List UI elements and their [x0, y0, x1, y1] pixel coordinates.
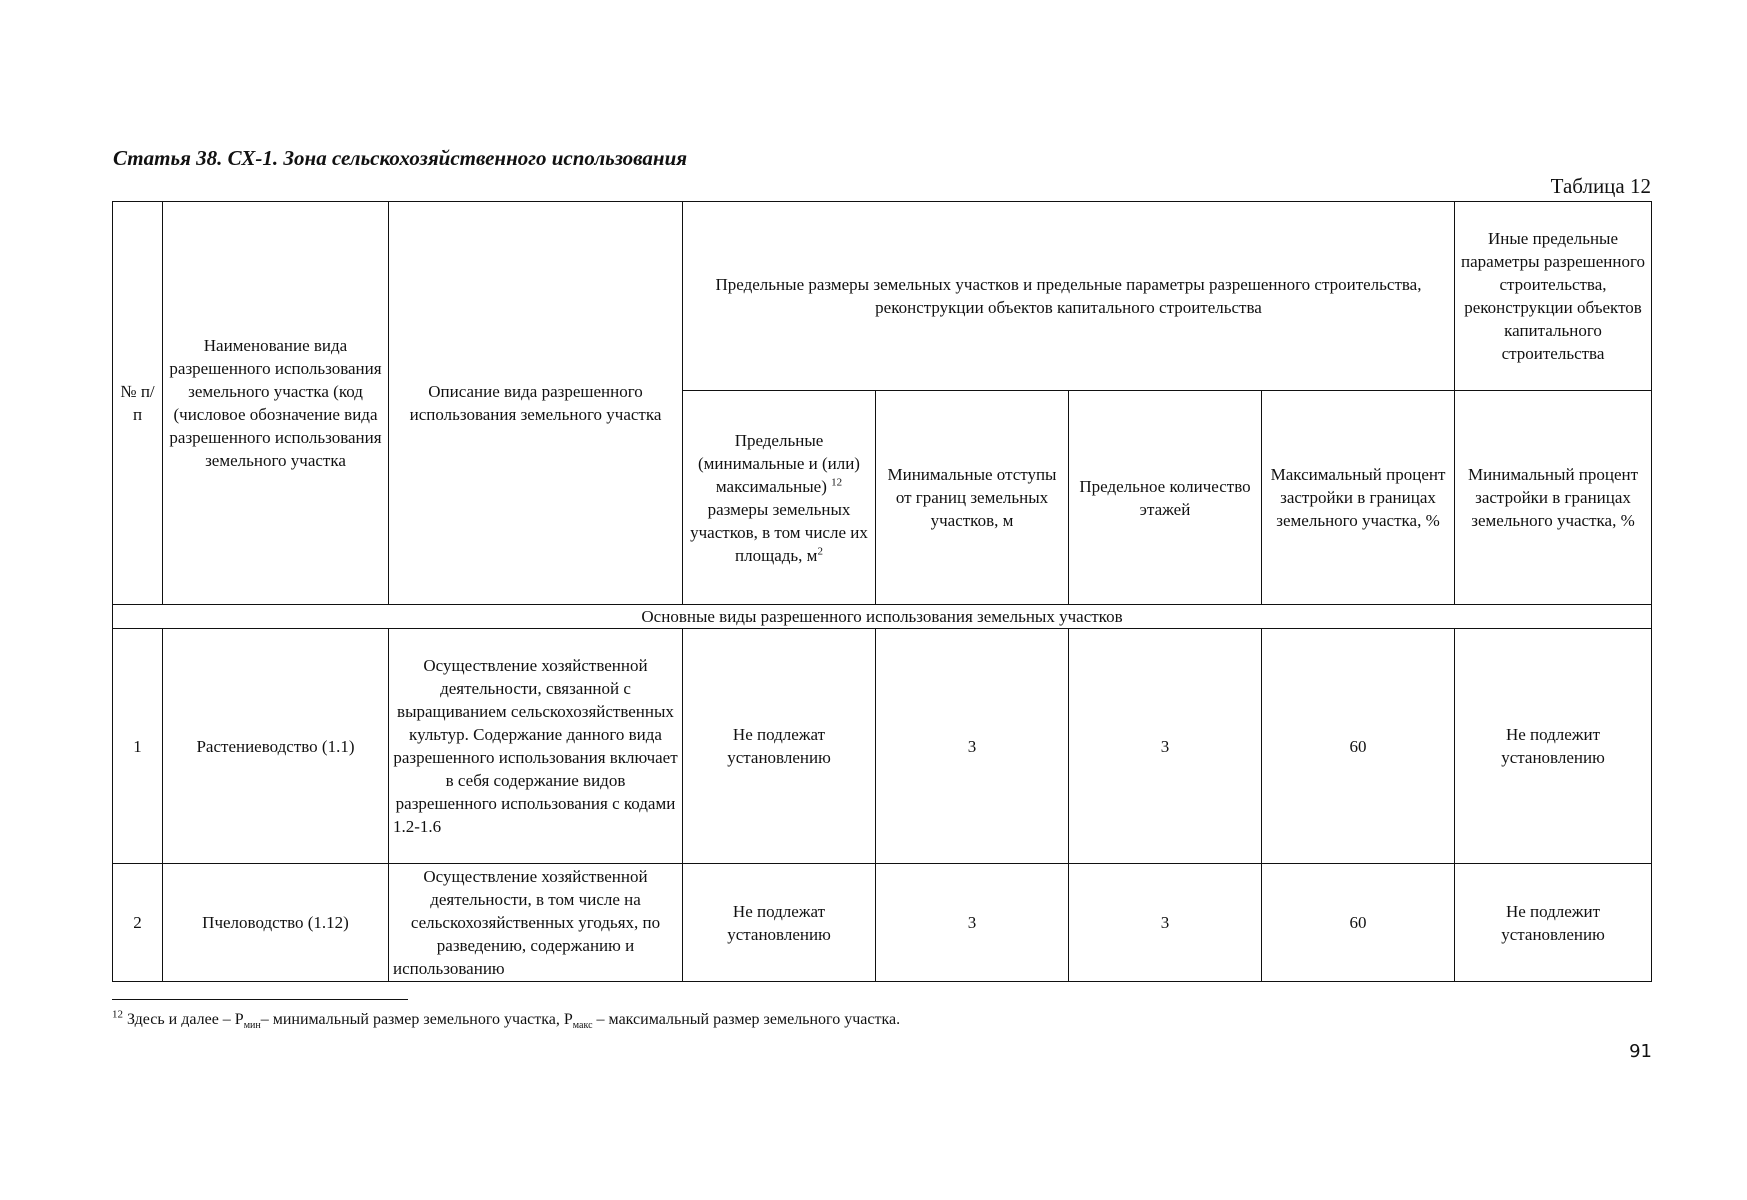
header-name: Наименование вида разрешенного использования земельного участка (код (числовое обозначение вида разрешенного использования земельного участка — [163, 202, 389, 605]
table-row — [113, 864, 1652, 982]
header-other-group: Иные предельные параметры разрешенного строительства, реконструкции объектов капитального строительства — [1455, 202, 1652, 391]
row-name: Пчеловодство (1.12) — [163, 864, 389, 982]
page-number: 91 — [1629, 1041, 1652, 1062]
row-description: Осуществление хозяйственной деятельности, связанной с выращиванием сельскохозяйственных культур. Содержание данного вида разрешенного использования включает в себя содержание видов разрешенного использования с кодами 1.2-1.6 — [389, 629, 683, 864]
table-row — [113, 629, 1652, 864]
row-max-coverage: 60 — [1262, 629, 1455, 864]
header-description: Описание вида разрешенного использования земельного участка — [389, 202, 683, 605]
table-caption: Таблица 12 — [1550, 174, 1651, 198]
header-floors: Предельное количество этажей — [1069, 391, 1262, 605]
row-min-coverage: Не подлежит установлению — [1455, 864, 1652, 982]
row-num: 1 — [113, 629, 163, 864]
header-limits-group: Предельные размеры земельных участков и предельные параметры разрешенного строительства, реконструкции объектов капитального строительства — [683, 202, 1455, 391]
footnote-divider — [112, 999, 408, 1000]
footnote-ref: 12 — [831, 475, 843, 488]
header-plot-size-tail: размеры земельных участков, в том числе их площадь, м — [690, 499, 868, 565]
row-floors: 3 — [1069, 629, 1262, 864]
header-plot-size — [683, 391, 876, 605]
row-description: Осуществление хозяйственной деятельности, в том числе на сельскохозяйственных угодьях, по разведению, содержанию и использованию — [389, 864, 683, 982]
row-min-coverage: Не подлежит установлению — [1455, 629, 1652, 864]
row-floors: 3 — [1069, 864, 1262, 982]
row-plot-size: Не подлежат установлению — [683, 629, 876, 864]
footnote-number: 12 — [112, 1008, 123, 1021]
article-title: Статья 38. СХ-1. Зона сельскохозяйственного использования — [113, 146, 688, 170]
header-max-coverage: Максимальный процент застройки в границах земельного участка, % — [1262, 391, 1455, 605]
header-setbacks: Минимальные отступы от границ земельных участков, м — [876, 391, 1069, 605]
row-name: Растениеводство (1.1) — [163, 629, 389, 864]
footnote-text-end: – максимальный размер земельного участка. — [592, 1011, 901, 1028]
footnote-text-start: Здесь и далее – Р — [127, 1011, 244, 1028]
row-setbacks: 3 — [876, 864, 1069, 982]
unit-superscript: 2 — [817, 544, 823, 557]
header-plot-size-text: Предельные (минимальные и (или) максимальные) — [698, 430, 860, 496]
footnote-sub-min: мин — [243, 1020, 261, 1032]
section-label: Основные виды разрешенного использования земельных участков — [113, 605, 1652, 629]
footnote — [112, 1008, 901, 1032]
row-max-coverage: 60 — [1262, 864, 1455, 982]
header-num: № п/п — [113, 202, 163, 605]
header-min-coverage: Минимальный процент застройки в границах земельного участка, % — [1455, 391, 1652, 605]
regulations-table — [112, 201, 1652, 982]
row-plot-size: Не подлежат установлению — [683, 864, 876, 982]
footnote-sub-max: макс — [572, 1020, 593, 1032]
row-setbacks: 3 — [876, 629, 1069, 864]
row-num: 2 — [113, 864, 163, 982]
footnote-text-mid: – минимальный размер земельного участка, Р — [260, 1011, 573, 1028]
